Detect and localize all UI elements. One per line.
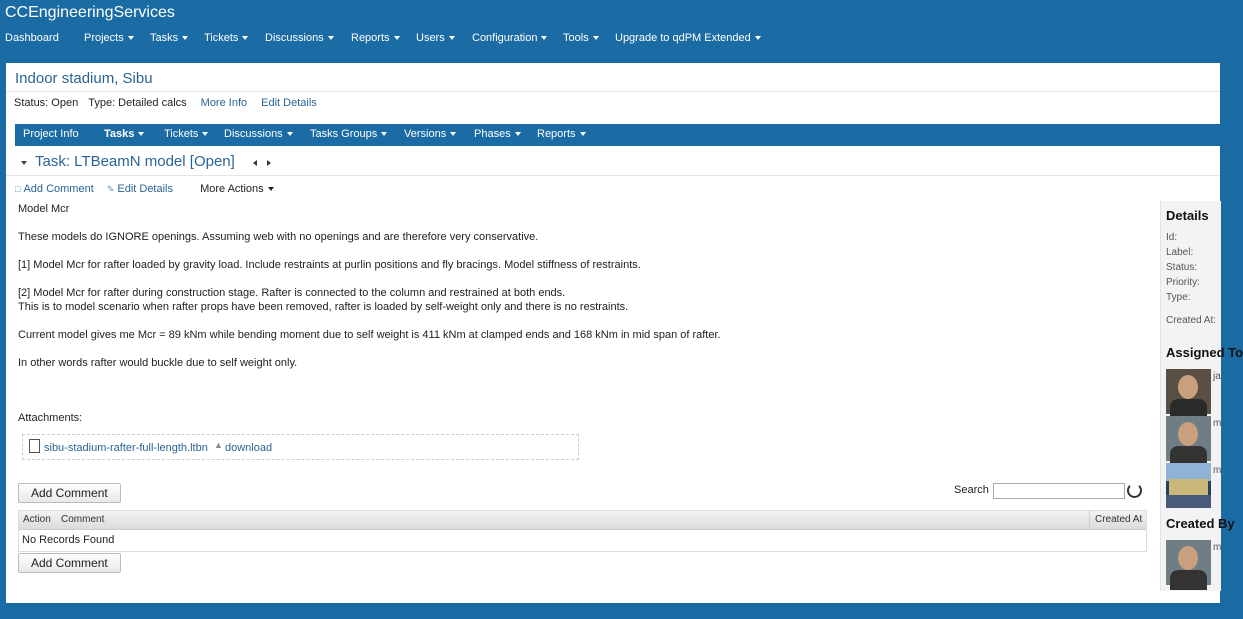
comments-table: [18, 510, 1147, 552]
project-nav-tickets[interactable]: Tickets: [164, 128, 208, 140]
description-line: [18, 272, 1138, 286]
file-icon: [29, 439, 40, 453]
assignee-name[interactable]: ja: [1213, 371, 1221, 382]
task-actions: [15, 183, 274, 195]
detail-id-label: Id:: [1166, 232, 1178, 243]
attachment-box: [22, 434, 579, 460]
project-nav-reports[interactable]: Reports: [537, 128, 586, 140]
description-line: These models do IGNORE openings. Assuming web with no openings and are therefore very conservative.: [18, 231, 539, 243]
creator-name[interactable]: m: [1213, 542, 1222, 553]
assignee-name[interactable]: m: [1213, 418, 1222, 429]
top-nav-tasks[interactable]: Tasks: [150, 32, 188, 44]
description-line: [18, 342, 1138, 356]
top-nav-upgrade[interactable]: Upgrade to qdPM Extended: [615, 32, 761, 44]
download-icon: ▲: [214, 440, 223, 450]
dropdown-caret-icon: [202, 132, 208, 136]
edit-task-details-link[interactable]: Edit Details: [117, 183, 173, 195]
dropdown-caret-icon: [128, 36, 134, 40]
project-nav-info[interactable]: Project Info: [23, 128, 79, 140]
main-content: [6, 63, 1243, 603]
avatar[interactable]: [1166, 416, 1211, 461]
project-title[interactable]: Indoor stadium, Sibu: [15, 70, 153, 87]
project-nav-task-groups[interactable]: Tasks Groups: [310, 128, 387, 140]
avatar-water: [1166, 495, 1211, 508]
detail-created-at-label: Created At:: [1166, 315, 1217, 326]
top-nav-configuration[interactable]: Configuration: [472, 32, 547, 44]
project-nav: [15, 124, 1220, 146]
add-comment-button-top[interactable]: Add Comment: [18, 483, 121, 503]
project-nav-tasks[interactable]: Tasks: [104, 128, 144, 140]
description-line: [18, 244, 1138, 258]
dropdown-caret-icon: [381, 132, 387, 136]
dropdown-caret-icon: [515, 132, 521, 136]
previous-task-icon[interactable]: [253, 160, 257, 166]
avatar-body: [1170, 570, 1207, 590]
dropdown-caret-icon: [242, 36, 248, 40]
details-heading: Details: [1166, 208, 1209, 223]
divider: [6, 91, 1220, 92]
task-description: [18, 202, 1138, 370]
pencil-icon: ✎: [106, 184, 115, 194]
dropdown-caret-icon: [449, 36, 455, 40]
app-title[interactable]: CCEngineeringServices: [5, 4, 175, 21]
attachments-label: Attachments:: [18, 412, 83, 424]
project-nav-phases[interactable]: Phases: [474, 128, 521, 140]
dropdown-caret-icon: [450, 132, 456, 136]
edit-project-details-link[interactable]: Edit Details: [261, 97, 317, 109]
detail-status-label: Status:: [1166, 262, 1198, 273]
top-nav-reports[interactable]: Reports: [351, 32, 400, 44]
avatar[interactable]: [1166, 463, 1211, 508]
description-line: [18, 216, 1138, 230]
top-nav-projects[interactable]: Projects: [84, 32, 134, 44]
avatar-building: [1169, 479, 1208, 495]
top-nav-tickets[interactable]: Tickets: [204, 32, 248, 44]
description-line: Model Mcr: [18, 203, 70, 215]
details-sidebar: [1160, 201, 1243, 591]
attachment-filename-link[interactable]: sibu-stadium-rafter-full-length.ltbn: [44, 442, 208, 454]
description-line: This is to model scenario when rafter props have been removed, rafter is loaded by self-weight only and there is no restraints.: [18, 301, 629, 313]
description-line: [1] Model Mcr for rafter loaded by gravity load. Include restraints at purlin positions and fly bracings. Model stiffness of restraints.: [18, 259, 641, 271]
assigned-to-heading: Assigned To: [1166, 345, 1243, 360]
project-nav-discussions[interactable]: Discussions: [224, 128, 293, 140]
dropdown-caret-icon: [755, 36, 761, 40]
dropdown-caret-icon: [394, 36, 400, 40]
avatar[interactable]: [1166, 369, 1211, 414]
avatar-face: [1178, 375, 1198, 399]
more-actions-dropdown[interactable]: More Actions: [200, 183, 274, 195]
search-label: Search: [954, 484, 989, 496]
download-link[interactable]: download: [225, 442, 273, 454]
description-line: Current model gives me Mcr = 89 kNm while bending moment due to self weight is 411 kNm at clamped ends and 168 kNm in mid span of rafter.: [18, 329, 721, 341]
comments-table-header: [19, 511, 1146, 530]
project-status: Status: Open: [14, 97, 79, 109]
top-nav-dashboard[interactable]: Dashboard: [5, 32, 59, 44]
column-separator: [1089, 511, 1090, 529]
description-line: [2] Model Mcr for rafter during construction stage. Rafter is connected to the column and restrained at both ends.: [18, 287, 566, 299]
dropdown-caret-icon: [541, 36, 547, 40]
project-nav-versions[interactable]: Versions: [404, 128, 456, 140]
dropdown-caret-icon: [182, 36, 188, 40]
description-line: [18, 314, 1138, 328]
add-comment-button-bottom[interactable]: Add Comment: [18, 553, 121, 573]
dropdown-caret-icon: [268, 187, 274, 191]
search-input[interactable]: [993, 483, 1125, 499]
column-created-at[interactable]: Created At: [1095, 514, 1143, 525]
add-comment-link[interactable]: Add Comment: [23, 183, 94, 195]
avatar-face: [1178, 546, 1198, 570]
top-nav-tools[interactable]: Tools: [563, 32, 599, 44]
detail-priority-label: Priority:: [1166, 277, 1200, 288]
dropdown-caret-icon: [328, 36, 334, 40]
task-header: [15, 153, 271, 173]
collapse-triangle-icon[interactable]: [21, 161, 27, 165]
avatar[interactable]: [1166, 540, 1211, 585]
top-nav-discussions[interactable]: Discussions: [265, 32, 334, 44]
dropdown-caret-icon: [593, 36, 599, 40]
empty-row: No Records Found: [22, 534, 115, 546]
detail-label-label: Label:: [1166, 247, 1194, 258]
description-line: In other words rafter would buckle due to self weight only.: [18, 357, 298, 369]
next-task-icon[interactable]: [267, 160, 271, 166]
refresh-icon[interactable]: [1127, 483, 1142, 498]
top-nav-users[interactable]: Users: [416, 32, 455, 44]
dropdown-caret-icon: [287, 132, 293, 136]
assignee-name[interactable]: m: [1213, 465, 1222, 476]
task-title: Task: LTBeamN model [Open]: [35, 153, 235, 170]
top-header: [0, 0, 1220, 53]
dropdown-caret-icon: [580, 132, 586, 136]
project-status-line: [14, 97, 317, 109]
column-action[interactable]: Action: [23, 514, 51, 525]
created-by-heading: Created By: [1166, 516, 1235, 531]
more-info-link[interactable]: More Info: [200, 97, 248, 109]
divider: [6, 175, 1220, 176]
project-type: Type: Detailed calcs: [88, 97, 187, 109]
avatar-face: [1178, 422, 1198, 446]
detail-type-label: Type:: [1166, 292, 1191, 303]
comment-icon: □: [15, 184, 21, 194]
dropdown-caret-icon: [138, 132, 144, 136]
column-comment[interactable]: Comment: [61, 514, 105, 525]
